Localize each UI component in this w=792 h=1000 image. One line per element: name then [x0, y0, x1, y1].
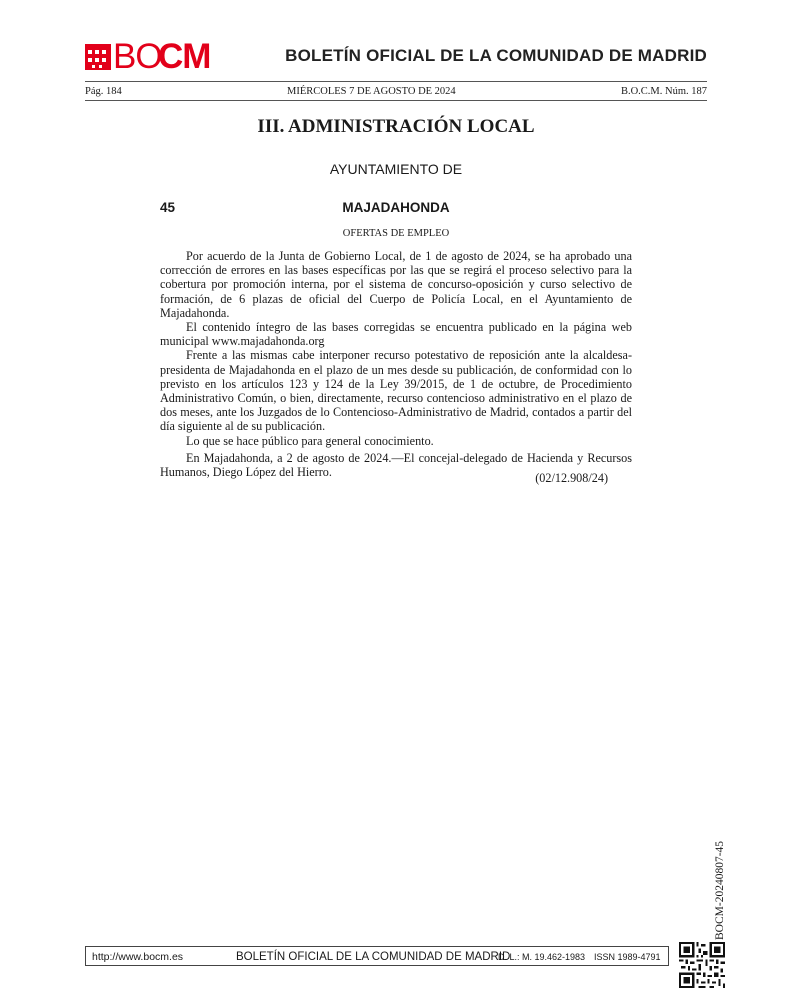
issue-date: MIÉRCOLES 7 DE AGOSTO DE 2024: [287, 86, 456, 97]
bocm-logo: [85, 37, 215, 76]
reference-code: (02/12.908/24): [535, 471, 608, 485]
section-title: III. ADMINISTRACIÓN LOCAL: [257, 116, 535, 137]
footer-url-link[interactable]: http://www.bocm.es: [92, 951, 184, 963]
madrid-flag-icon: [85, 44, 111, 70]
qr-code-icon: [679, 942, 725, 988]
paragraph: Frente a las mismas cabe interponer recurso potestativo de reposición ante la alcaldesa-presidenta de Majadahonda en el plazo de un mes desde su publicación, de conformidad con lo previsto en los artículos 123 y 124 de la Ley 39/2015, de 1 de octubre, de Procedimiento Administrativo Común, o bien, directamente, recurso contencioso administrativo en el plazo de dos meses, ante los Juzgados de lo Contencioso-Administrativo de Madrid, contados a partir del día siguiente al de su publicación.: [160, 348, 632, 434]
paragraph: El contenido íntegro de las bases corregidas se encuentra publicado en la página web municipal www.majadahonda.org: [160, 320, 632, 349]
masthead-title: BOLETÍN OFICIAL DE LA COMUNIDAD DE MADRID: [285, 46, 707, 65]
category-heading: OFERTAS DE EMPLEO: [342, 228, 450, 239]
running-header-rule: [85, 100, 707, 101]
paragraph: Lo que se hace público para general conocimiento.: [186, 433, 434, 448]
paragraph: Por acuerdo de la Junta de Gobierno Local, de 1 de agosto de 2024, se ha aprobado una corrección de errores en las bases específicas por las que se regirá el proceso selectivo para la cobertura por promoción interna, por el sistema de concurso-oposición y curso selectivo de formación, de 6 plazas de oficial del Cuerpo de Policía Local, en el Ayuntamiento de Majadahonda.: [160, 249, 632, 320]
footer-title: BOLETÍN OFICIAL DE LA COMUNIDAD DE MADRID: [236, 951, 511, 963]
running-header: [85, 86, 707, 97]
document-body: [160, 249, 632, 479]
issn: ISSN 1989-4791: [594, 952, 661, 962]
entry-number: 45: [160, 200, 176, 215]
logo-text-bo: BO: [113, 37, 162, 76]
logo-text-cm: CM: [158, 37, 211, 76]
vertical-document-code: BOCM-20240807-45: [714, 840, 726, 940]
legal-deposit: D. L.: M. 19.462-1983: [498, 952, 586, 962]
entity-name: MAJADAHONDA: [342, 200, 450, 215]
paragraph-signature: En Majadahonda, a 2 de agosto de 2024.—El concejal-delegado de Hacienda y Recursos Humanos, Diego López del Hierro.: [160, 450, 632, 480]
page-number: Pág. 184: [85, 86, 122, 97]
header-rule: [85, 81, 707, 82]
ayuntamiento-heading: AYUNTAMIENTO DE: [329, 161, 463, 177]
issue-number: B.O.C.M. Núm. 187: [620, 86, 707, 97]
